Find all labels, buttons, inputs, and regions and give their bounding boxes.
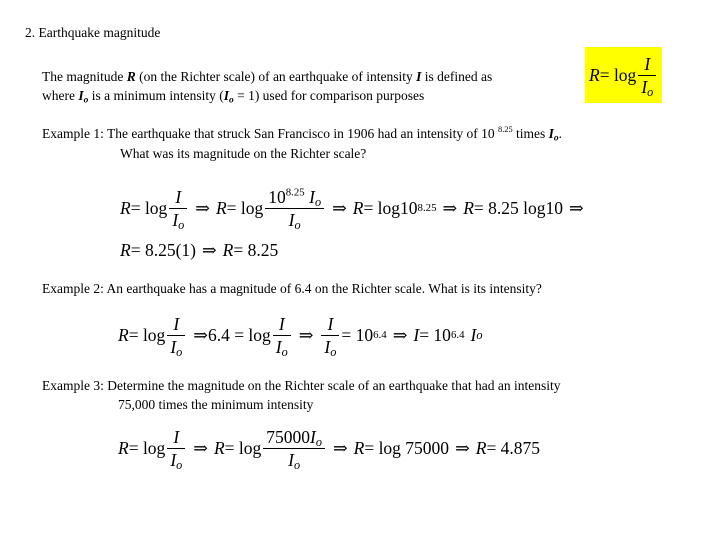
example-1-line-1: Example 1: The earthquake that struck San Francisco in 1906 had an intensity of 10 $^{8.25}$ times $I_o$. bbox=[42, 125, 563, 144]
example-3-equation: R = log $\frac{I}{I_o}$ ⇒ R = log $\frac{75000I_o}{I_o}$ ⇒ R = log 75000 ⇒ R = 4.875 bbox=[118, 426, 541, 472]
implies-arrow: ⇒ bbox=[201, 240, 217, 260]
implies-arrow: ⇒ bbox=[442, 198, 458, 218]
example-3-line-1: Example 3: Determine the magnitude on the Richter scale of an earthquake that had an intensity bbox=[42, 378, 561, 393]
section-heading: 2. Earthquake magnitude bbox=[25, 25, 161, 40]
implies-arrow: ⇒ bbox=[332, 438, 348, 458]
fraction: $\frac{I}{I_o}$ bbox=[638, 54, 656, 97]
example-2-text: Example 2: An earthquake has a magnitude of 6.4 on the Richter scale. What is its intensity? bbox=[42, 281, 542, 296]
implies-arrow: ⇒ bbox=[332, 198, 347, 218]
example-2-equation: R = log $\frac{I}{I_o}$ ⇒ 6.4 = log $\frac{I}{I_o}$ ⇒ $\frac{I}{I_o}$ = 10 6.4 ⇒ I = 10 6.4 I o bbox=[118, 313, 483, 359]
implies-arrow: ⇒ bbox=[455, 438, 470, 458]
example-1-result: R = 8.25(1) ⇒ R = 8.25 bbox=[120, 240, 279, 260]
example-1-equation: R = log $\frac{I}{I_o}$ ⇒ R = log $\frac{10^{8.25} I_o}{I_o}$ ⇒ R = log10 8.25 ⇒ R = 8.25 log10 ⇒ bbox=[120, 185, 584, 232]
implies-arrow: ⇒ bbox=[195, 198, 210, 218]
intro-line-1: The magnitude R (on the Richter scale) of an earthquake of intensity I is defined as bbox=[42, 69, 493, 84]
implies-arrow: ⇒ bbox=[569, 198, 584, 218]
example-1-line-2: What was its magnitude on the Richter scale? bbox=[120, 146, 367, 161]
implies-arrow: ⇒ bbox=[298, 325, 314, 345]
example-3-line-2: 75,000 times the minimum intensity bbox=[118, 397, 314, 412]
implies-arrow: ⇒ bbox=[193, 438, 208, 458]
intro-line-2: where $I_o$ is a minimum intensity $(I_o = 1)$ used for comparison purposes bbox=[42, 88, 425, 106]
implies-arrow: ⇒ bbox=[193, 325, 208, 345]
definition-formula: R = log $\frac{I}{I_o}$ bbox=[585, 47, 662, 103]
implies-arrow: ⇒ bbox=[392, 325, 408, 345]
